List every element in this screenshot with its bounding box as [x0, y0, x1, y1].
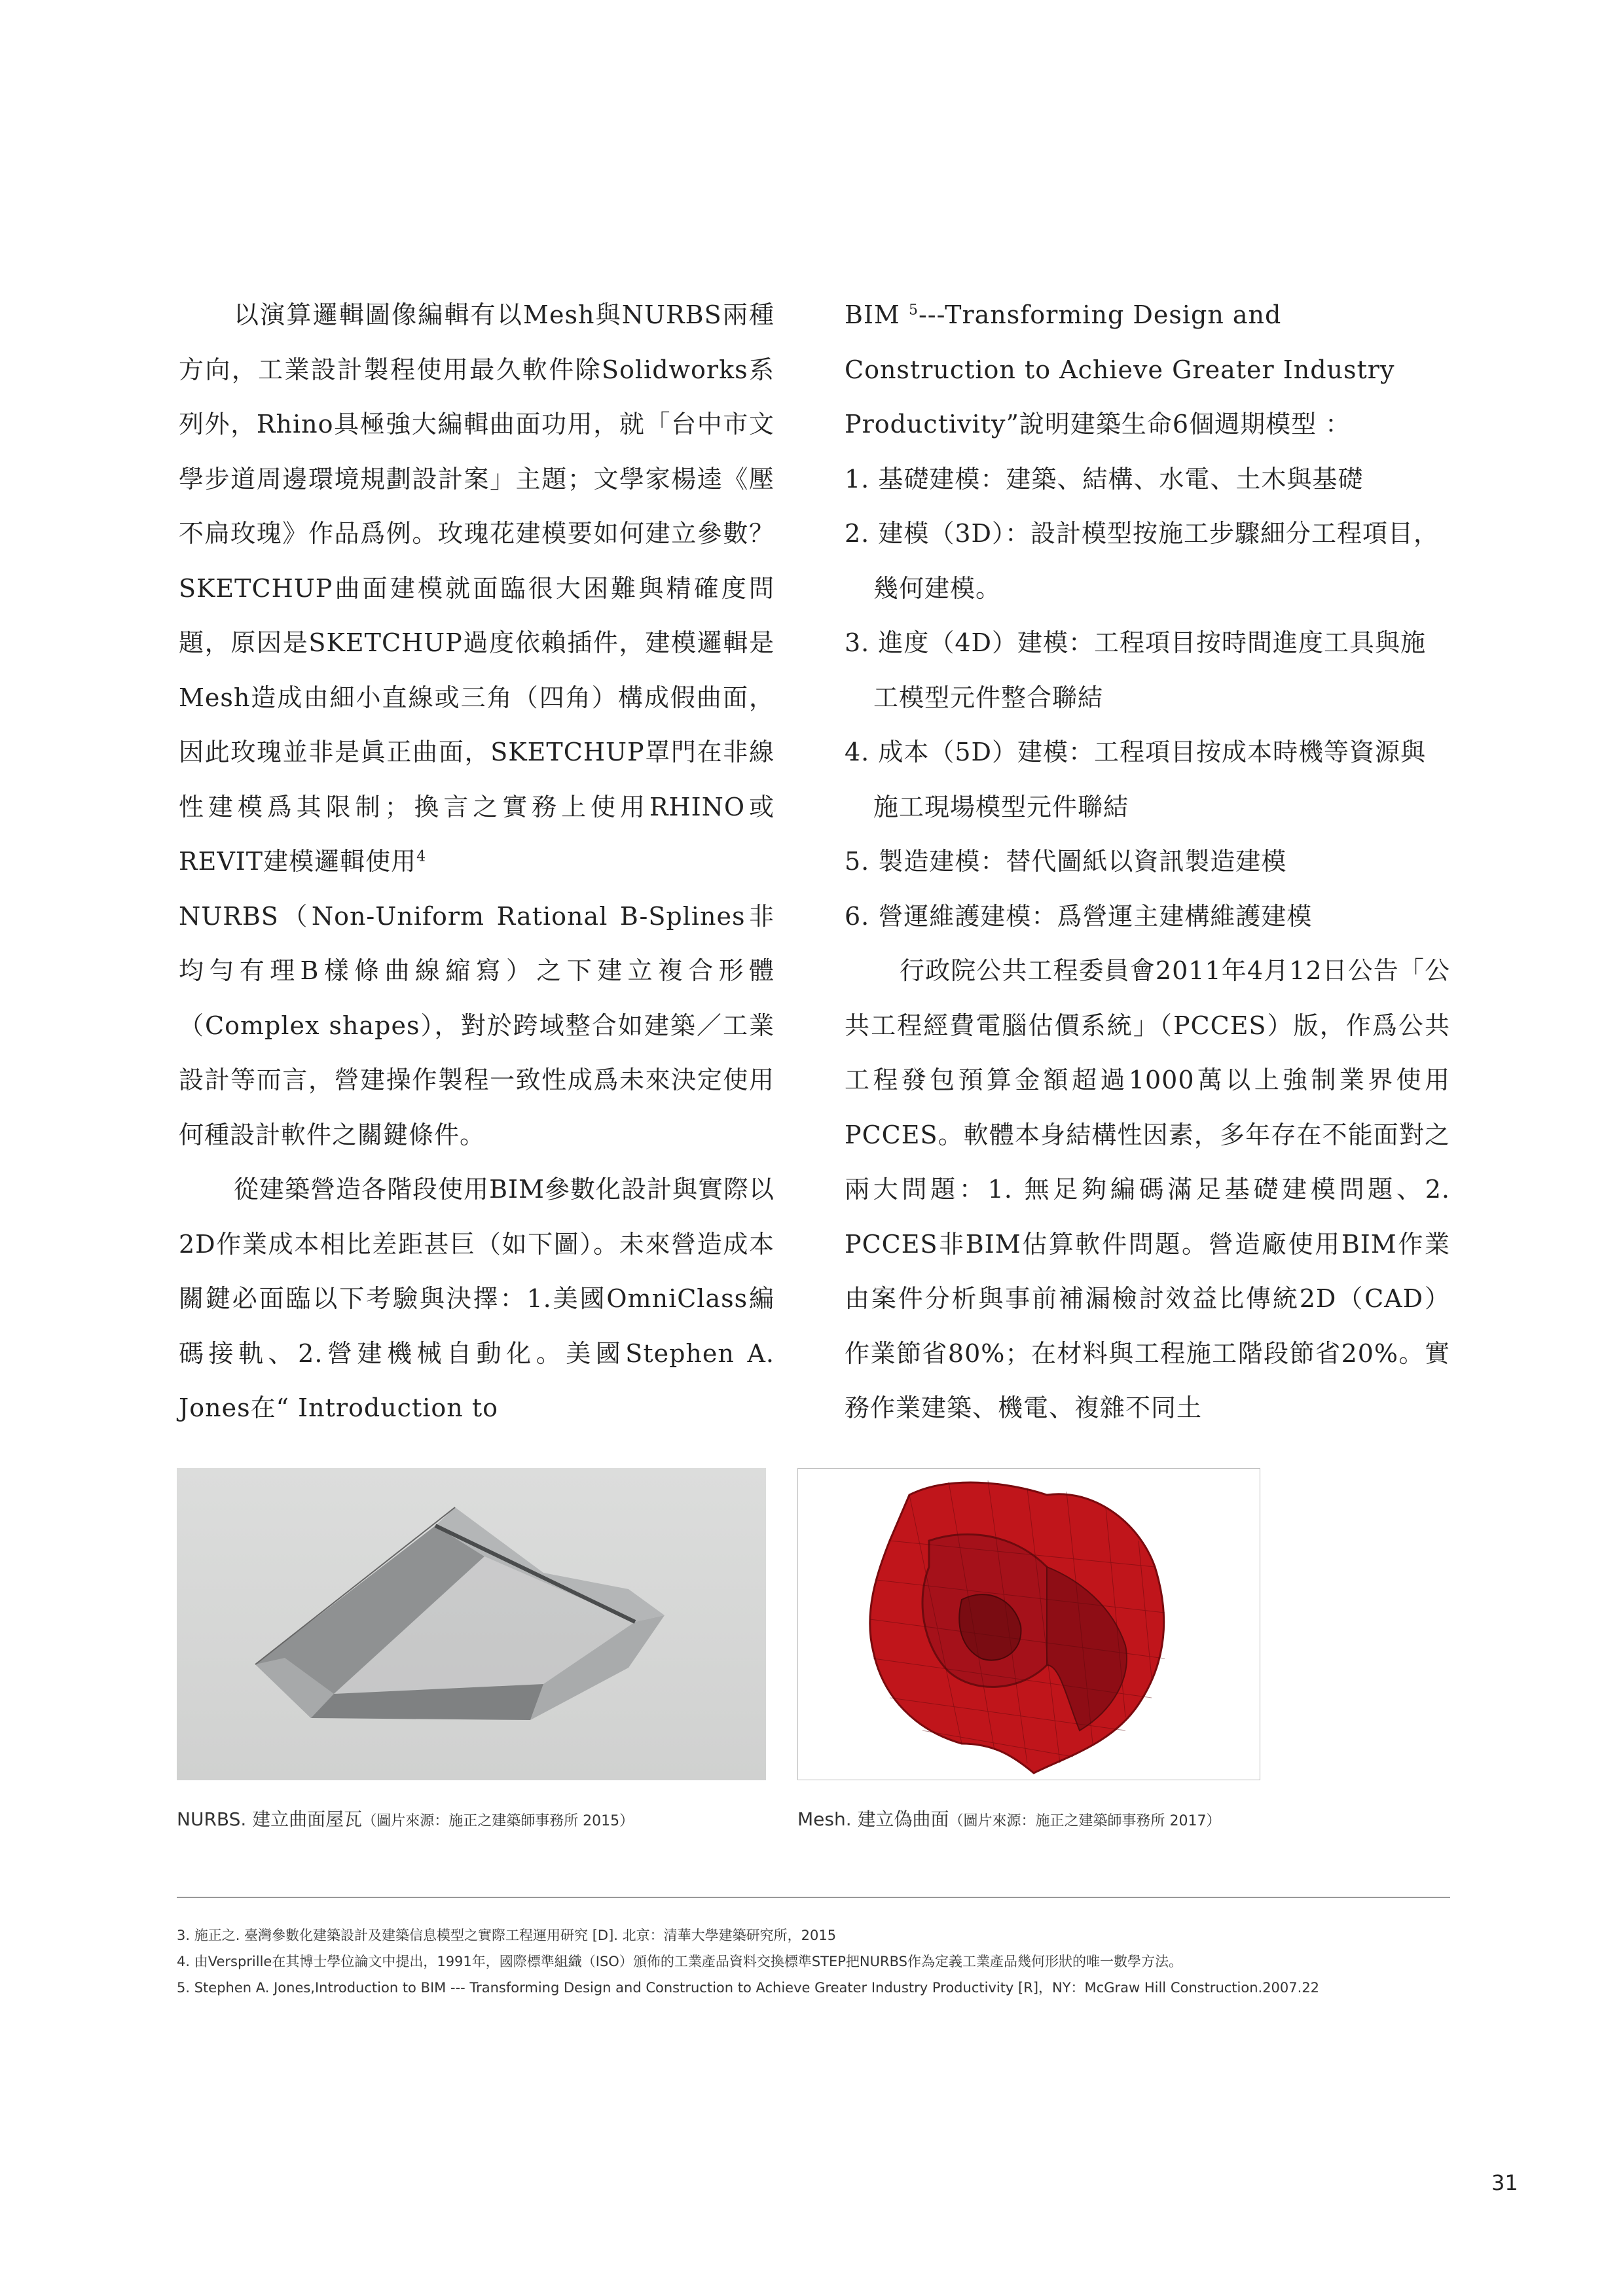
caption-title: Mesh. 建立偽曲面 [797, 1808, 949, 1830]
paragraph-pcces: 行政院公共工程委員會2011年4月12日公告「公共工程經費電腦估價系統」（PCCES）版，作爲公共工程發包預算金額超過1000萬以上強制業界使用PCCES。軟體本身結構性因素，多年存在不能面對之兩大問題：1. 無足夠編碼滿足基礎建模問題、2. PCCES非BIM估算軟件問題。營造廠使用BIM作業由案件分析與事前補漏檢討效益比傳統2D（CAD）作業節省80%；在材料與工程施工階段節省20%。實務作業建築、機電、複雜不同土 [845, 956, 1450, 1422]
list-item: 6. 營運維護建模：爲營運主建構維護建模 [845, 901, 1313, 931]
caption-title: NURBS. 建立曲面屋瓦 [177, 1808, 363, 1830]
nurbs-roof-illustration [177, 1468, 766, 1780]
footnotes [177, 1922, 1460, 2001]
list-item: 3. 進度（4D）建模：工程項目按時間進度工具與施工模型元件整合聯結 [845, 628, 1426, 712]
footnote-ref-4[interactable]: 4 [416, 848, 427, 865]
list-item: 2. 建模（3D）：設計模型按施工步驟細分工程項目，幾何建模。 [845, 519, 1439, 603]
footnote-5: 5. Stephen A. Jones,Introduction to BIM --- Transforming Design and Construction to Achieve Greater Industry Productivity [R]，NY：McGraw Hill Construction.2007.22 [177, 1980, 1320, 1996]
footnote-ref-5[interactable]: 5 [908, 302, 919, 319]
paragraph-bim-cost [179, 1162, 775, 1436]
intro-text-continued: ---Transforming Design and Construction to Achieve Greater Industry Productivity”說明建築生命6個週期模型 ： [845, 300, 1395, 439]
mesh-rose-illustration [798, 1469, 1260, 1780]
list-item: 5. 製造建模：替代圖紙以資訊製造建模 [845, 847, 1287, 876]
paragraph-bim-intro [845, 288, 1450, 452]
caption-source: （圖片來源：施正之建築師事務所 2017） [949, 1813, 1221, 1829]
footnote-divider [177, 1897, 1450, 1898]
mesh-rose-image [797, 1468, 1260, 1780]
paragraph-text-continued: NURBS（Non-Uniform Rational B-Splines非均勻有理B樣條曲線縮寫）之下建立複合形體（Complex shapes），對於跨域整合如建築／工業設計等而言，營建操作製程一致性成爲未來決定使用何種設計軟件之關鍵條件。 [179, 901, 775, 1149]
footnote-3: 3. 施正之. 臺灣參數化建築設計及建築信息模型之實際工程運用研究 [D]. 北京：清華大學建築研究所，2015 [177, 1928, 837, 1943]
paragraph-modeling [179, 288, 775, 1162]
caption-source: （圖片來源：施正之建築師事務所 2015） [362, 1813, 634, 1829]
footnote-4: 4. 由Versprille在其博士學位論文中提出，1991年，國際標準組織（ISO）頒佈的工業產品資料交換標準STEP把NURBS作為定義工業產品幾何形狀的唯一數學方法。 [177, 1954, 1182, 1969]
right-column [845, 288, 1450, 1436]
paragraph-text: 從建築營造各階段使用BIM參數化設計與實際以2D作業成本相比差距甚巨（如下圖）。未來營造成本關鍵必面臨以下考驗與決擇：1.美國OmniClass編碼接軌、2.營建機械自動化。美國Stephen A. Jones在“ Introduction to [179, 1175, 775, 1422]
nurbs-roof-image [177, 1468, 766, 1780]
list-item: 4. 成本（5D）建模：工程項目按成本時機等資源與施工現場模型元件聯結 [845, 738, 1426, 821]
page-number: 31 [1491, 2170, 1518, 2195]
left-column [179, 288, 775, 1436]
list-item: 1. 基礎建模：建築、結構、水電、土木與基礎 [845, 464, 1364, 493]
figure-caption-nurbs [177, 1805, 634, 1831]
paragraph-text: 以演算邏輯圖像編輯有以Mesh與NURBS兩種方向，工業設計製程使用最久軟件除Solidworks系列外，Rhino具極強大編輯曲面功用，就「台中市文學步道周邊環境規劃設計案」主題；文學家楊逵《壓不扁玫瑰》作品爲例。玫瑰花建模要如何建立參數？ SKETCHUP曲面建模就面臨很大困難與精確度問題，原因是SKETCHUP過度依賴插件，建模邏輯是Mesh造成由細小直線或三角（四角）構成假曲面，因此玫瑰並非是眞正曲面，SKETCHUP罩門在非線性建模爲其限制；換言之實務上使用RHINO或REVIT建模邏輯使用 [179, 300, 775, 876]
intro-text: BIM [845, 300, 909, 329]
figure-caption-mesh [797, 1805, 1221, 1831]
